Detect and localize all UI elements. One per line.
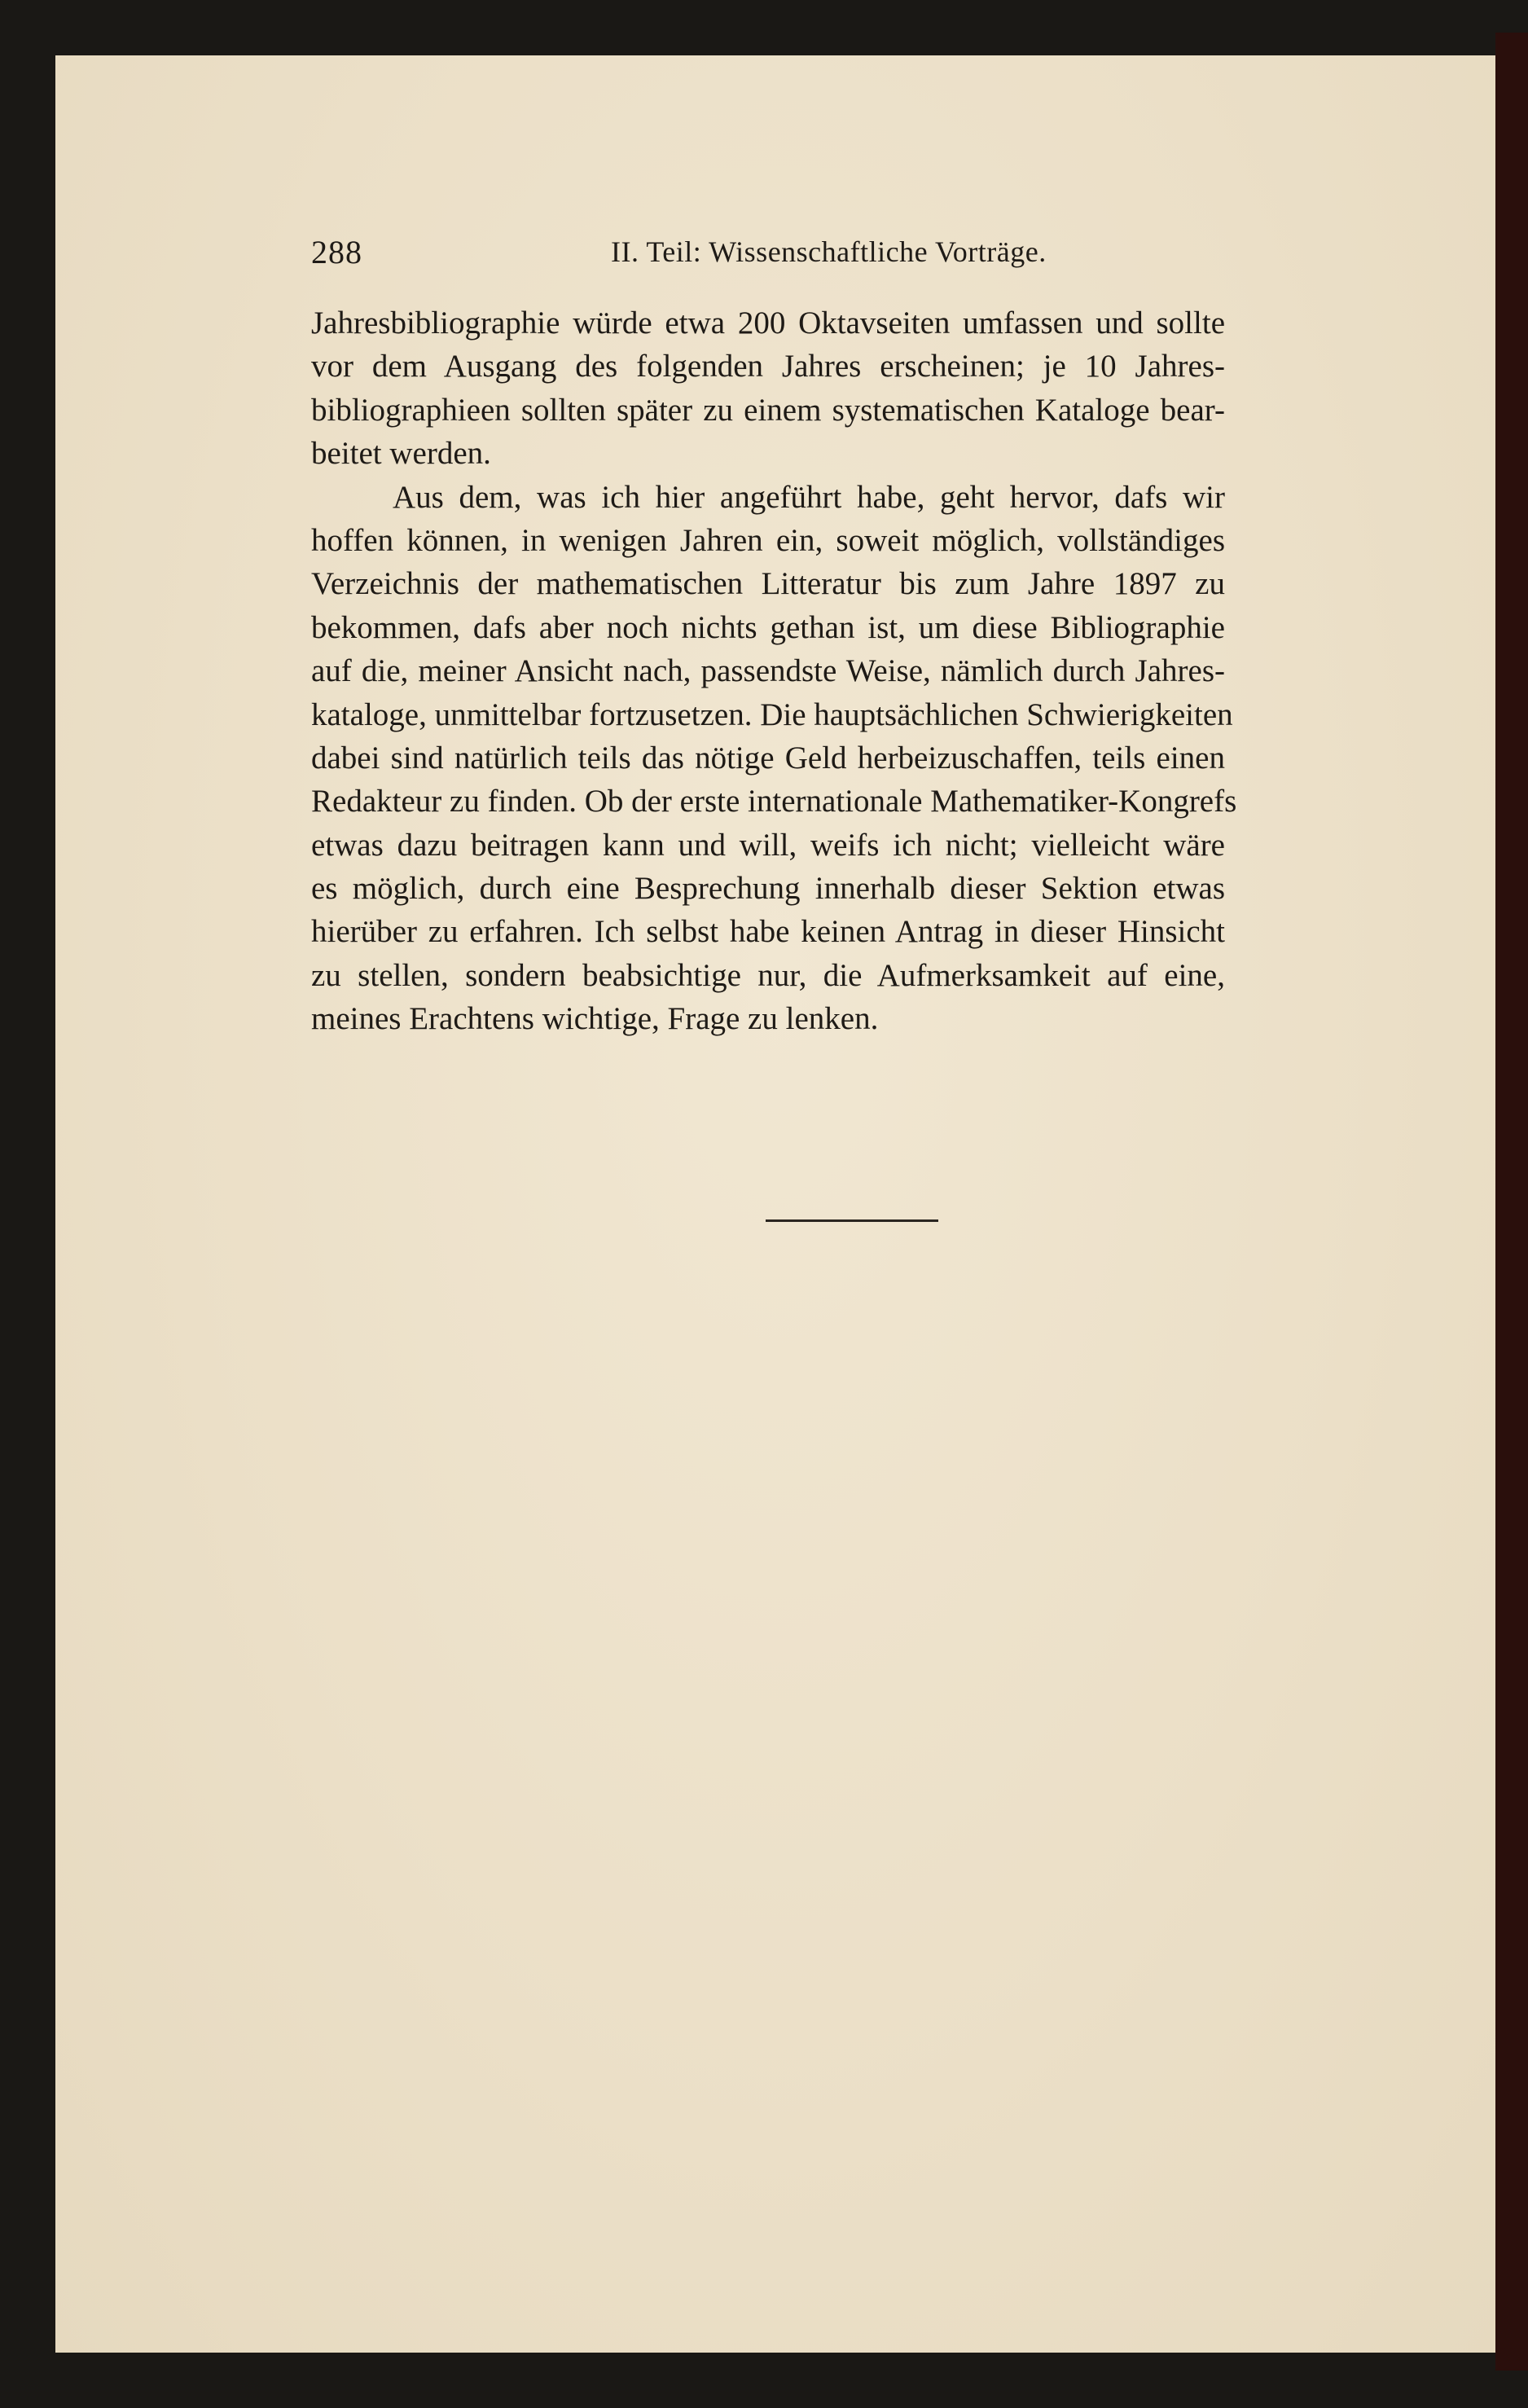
- running-head-title: II. Teil: Wissenschaftliche Vorträge.: [611, 235, 1047, 268]
- text-line: beitet werden.: [311, 436, 491, 472]
- text-line: zu stellen, sondern beabsichtige nur, die Aufmerksamkeit auf eine,: [311, 957, 1225, 993]
- text-line: meines Erachtens wichtige, Frage zu lenken.: [311, 1001, 879, 1037]
- text-line: bibliographieen sollten später zu einem systematischen Kataloge bear-: [311, 392, 1225, 428]
- text-line: hoffen können, in wenigen Jahren ein, soweit möglich, vollständiges: [311, 522, 1225, 558]
- text-line: es möglich, durch eine Besprechung innerhalb dieser Sektion etwas: [311, 871, 1225, 907]
- paragraph-1: [311, 301, 1225, 476]
- text-line: Aus dem, was ich hier angeführt habe, geht hervor, dafs wir: [393, 479, 1225, 515]
- text-line: Jahresbibliographie würde etwa 200 Oktavseiten umfassen und sollte: [311, 305, 1225, 341]
- section-end-rule: [766, 1219, 938, 1222]
- text-line: hierüber zu erfahren. Ich selbst habe keinen Antrag in dieser Hinsicht: [311, 914, 1225, 950]
- text-line: vor dem Ausgang des folgenden Jahres erscheinen; je 10 Jahres-: [311, 349, 1225, 384]
- book-edge: [1495, 33, 1528, 2371]
- text-line: bekommen, dafs aber noch nichts gethan ist, um diese Bibliographie: [311, 609, 1225, 645]
- text-line: Verzeichnis der mathematischen Litteratur bis zum Jahre 1897 zu: [311, 566, 1225, 602]
- text-line: etwas dazu beitragen kann und will, weifs ich nicht; vielleicht wäre: [311, 827, 1225, 863]
- body-text: [311, 301, 1237, 1041]
- page-number: 288: [311, 234, 362, 270]
- text-line: auf die, meiner Ansicht nach, passendste Weise, nämlich durch Jahres-: [311, 653, 1225, 689]
- text-line: kataloge, unmittelbar fortzusetzen. Die hauptsächlichen Schwierigkeiten: [311, 696, 1233, 732]
- text-line: Redakteur zu finden. Ob der erste internationale Mathematiker-Kongrefs: [311, 784, 1237, 820]
- running-head: [311, 233, 1225, 274]
- paragraph-2: [311, 476, 1237, 1041]
- text-line: dabei sind natürlich teils das nötige Geld herbeizuschaffen, teils einen: [311, 740, 1225, 776]
